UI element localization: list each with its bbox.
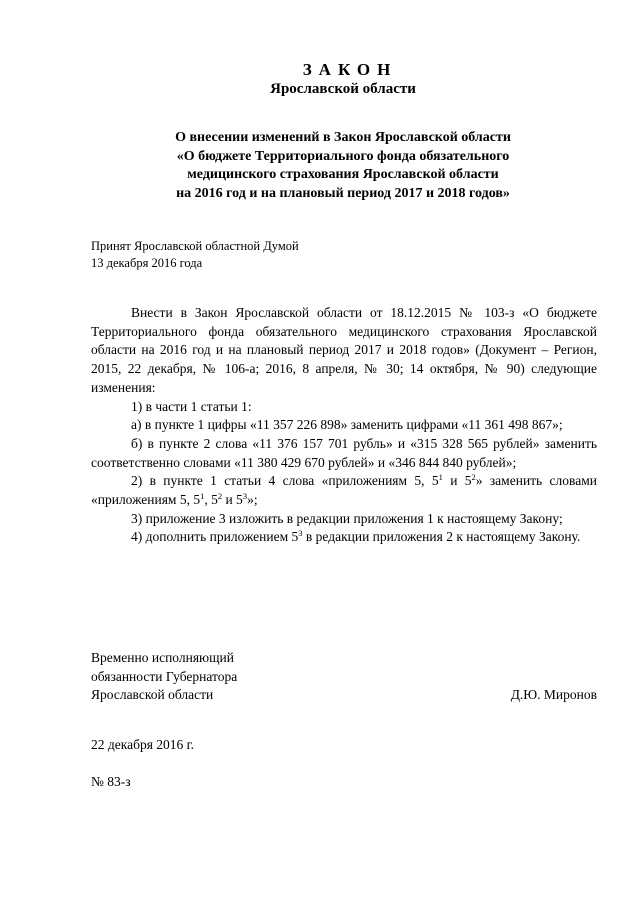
signer-title-line: обязанности Губернатора — [91, 668, 238, 684]
item-2-text: »; — [247, 492, 258, 508]
superscript: 2 — [471, 472, 476, 483]
item-4-text: в редакции приложения 2 к настоящему Закону. — [302, 529, 581, 545]
item-1: 1) в части 1 статьи 1: — [131, 398, 252, 414]
adoption-date: 13 декабря 2016 года — [91, 256, 203, 270]
law-body — [91, 304, 597, 547]
item-2-text: и 5 — [222, 492, 243, 508]
subject-line: «О бюджете Территориального фонда обязательного — [176, 148, 510, 164]
adoption-note — [91, 238, 299, 272]
item-3: 3) приложение 3 изложить в редакции приложения 1 к настоящему Закону; — [131, 510, 563, 526]
item-2-text: » заменить словами «приложениям 5, 5 — [91, 473, 597, 508]
subject-line: медицинского страхования Ярославской области — [187, 167, 499, 182]
item-4 — [91, 528, 597, 547]
law-subject — [90, 129, 596, 203]
item-2 — [91, 472, 597, 509]
law-number: № 83-з — [91, 774, 131, 789]
signer-title-line: Ярославской области — [91, 687, 214, 702]
law-region: Ярославской области — [270, 81, 416, 97]
subject-line: на 2016 год и на плановый период 2017 и 2018 годов» — [176, 185, 510, 201]
item-2-text: и 5 — [442, 473, 472, 489]
superscript: 1 — [438, 472, 443, 483]
item-1b: б) в пункте 2 слова «11 376 157 701 рубль» и «315 328 565 рублей» заменить соответственно словами «11 380 429 670 рублей» и «346 844 840 рублей»; — [91, 435, 597, 470]
law-title: ЗАКОН — [302, 60, 398, 79]
item-4-text: 4) дополнить приложением 5 — [131, 529, 299, 545]
intro-paragraph: Внести в Закон Ярославской области от 18.12.2015 № 103-з «О бюджете Территориального фонда обязательного медицинского страхования Ярославской области на 2016 год и на плановый период 2017 и 2018 годов» (Документ – Регион, 2015, 22 декабря, № 106-а; 2016, 8 апреля, № 30; 14 октября, № 90) следующие изменения: — [91, 305, 597, 395]
item-2-text: 2) в пункте 1 статьи 4 слова «приложениям 5, 5 — [131, 473, 439, 489]
signer-title-line: Временно исполняющий — [91, 650, 234, 665]
superscript: 2 — [217, 491, 223, 502]
item-2-text: , 5 — [204, 492, 218, 508]
signature-block — [91, 649, 597, 705]
signer-name: Д.Ю. Миронов — [510, 687, 597, 702]
superscript: 3 — [242, 491, 248, 502]
signer-row — [91, 686, 597, 705]
superscript: 3 — [298, 528, 303, 539]
subject-line: О внесении изменений в Закон Ярославской области — [175, 130, 511, 145]
adoption-line: Принят Ярославской областной Думой — [91, 239, 299, 253]
item-1a: а) в пункте 1 цифры «11 357 226 898» заменить цифрами «11 361 498 867»; — [131, 417, 563, 433]
signing-date: 22 декабря 2016 г. — [91, 737, 195, 752]
superscript: 1 — [200, 491, 205, 502]
